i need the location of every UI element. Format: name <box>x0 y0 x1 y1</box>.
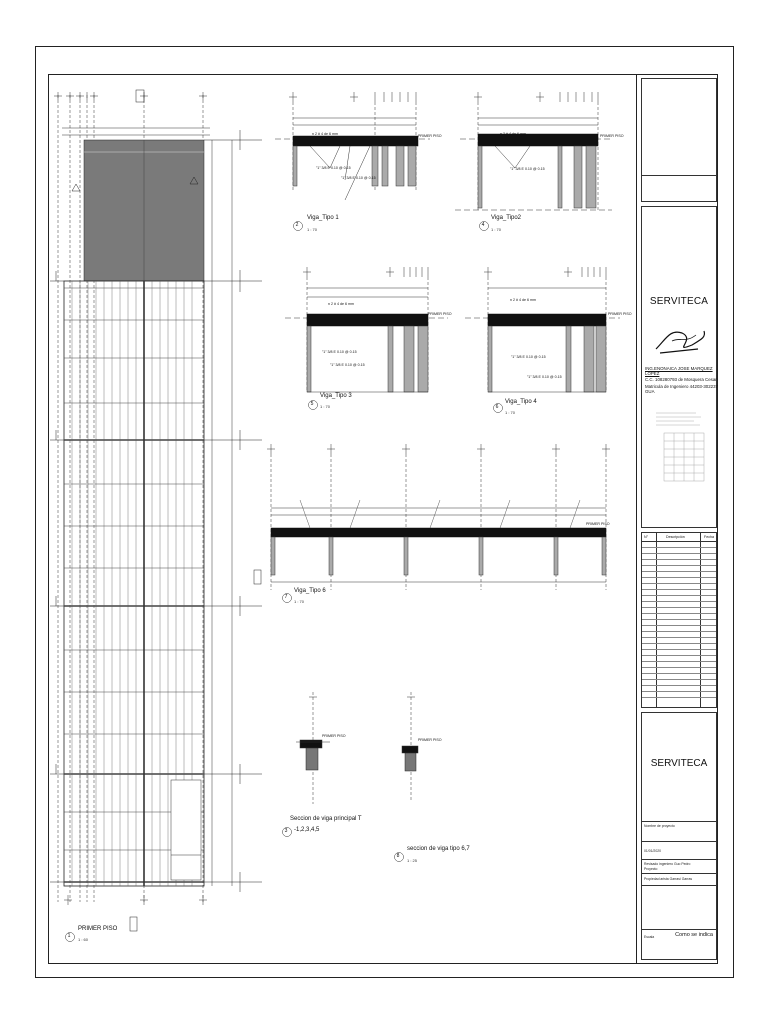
title-block <box>636 74 718 964</box>
project-label: Proyecto <box>644 867 658 871</box>
rev-header-date: Fecha <box>704 535 714 539</box>
level-note-6: PRIMER PISO <box>586 522 610 526</box>
view-number-4: 4 <box>481 222 485 228</box>
revision-table <box>641 532 717 708</box>
scale-value: Como se indica <box>675 932 713 938</box>
bar-note-1: n 2 # 4 de 6 mm <box>312 132 338 136</box>
view-scale-4: 1 : 70 <box>491 227 502 232</box>
view-number-3: 3 <box>284 828 288 834</box>
signature-icon <box>652 319 710 359</box>
project-name-label: Nombre de proyecto <box>644 824 675 828</box>
bar-note-4: n 2 # 4 de 6 mm <box>510 298 536 302</box>
stirrup-note-3b: "1" 3/8 E 0.10 @ 0.15 <box>330 363 365 367</box>
view-number-1: 1 <box>67 933 71 939</box>
view-number-2: 2 <box>295 222 299 228</box>
stirrup-note-2: "1" 3/8 E 0.10 @ 0.15 <box>510 167 545 171</box>
view-title-seccion-viga-principal: Seccion de viga principal T <box>290 816 362 822</box>
level-note-1: PRIMER PISO <box>418 134 442 138</box>
stirrup-note-4b: "1" 3/8 E 0.10 @ 0.15 <box>527 375 562 379</box>
view-scale-5: 1 : 70 <box>320 404 331 409</box>
view-number-7: 7 <box>284 594 288 600</box>
company-panel <box>641 206 717 528</box>
project-panel <box>641 712 717 960</box>
title-block-top-box <box>641 78 717 202</box>
engineer-license: Matricula de Ingeniero 44203-302237 GUA <box>645 384 718 394</box>
view-scale-6: 1 : 70 <box>505 410 516 415</box>
view-number-6: 6 <box>495 404 499 410</box>
stirrup-note-1b: "1" 3/8 E 0.10 @ 0.15 <box>341 176 376 180</box>
level-note-2: PRIMER PISO <box>600 134 624 138</box>
view-scale-1: 1 : 60 <box>78 937 89 942</box>
company-name-top: SERVITECA <box>649 296 709 307</box>
project-owner: Propiedad arista Garrasi Garras <box>644 877 693 881</box>
rev-header-num: N° <box>644 535 649 539</box>
project-reviewer: Revisado ingeniero Guo Pedro <box>644 862 691 866</box>
bar-note-2: n 2 # 4 de 6 mm <box>500 132 526 136</box>
view-scale-2: 1 : 70 <box>307 227 318 232</box>
stirrup-note-4: "1" 3/8 E 0.10 @ 0.15 <box>511 355 546 359</box>
stirrup-note-3: "1" 3/8 E 0.10 @ 0.15 <box>322 350 357 354</box>
company-name-bottom: SERVITECA <box>650 758 708 769</box>
stirrup-note-1: "1" 3/8 E 0.10 @ 0.15 <box>316 166 351 170</box>
engineer-name: ING.ENONAICA JOSE MARQUEZ LOPEZ <box>645 366 713 376</box>
level-note-sec3: PRIMER PISO <box>322 734 346 738</box>
view-number-5: 5 <box>310 401 314 407</box>
view-number-8: 8 <box>396 853 400 859</box>
project-date: 01/01/2020 <box>644 849 661 853</box>
view-title-viga-tipo-1: Viga_Tipo 1 <box>307 215 339 221</box>
level-note-4: PRIMER PISO <box>608 312 632 316</box>
rev-header-desc: Descripción <box>666 535 685 539</box>
view-scale-7: 1 : 70 <box>294 599 305 604</box>
view-title-seccion-viga-principal-2: -1,2,3,4,5 <box>294 827 320 833</box>
stamp-table <box>656 409 708 489</box>
bar-note-3: n 2 # 4 de 6 mm <box>328 302 354 306</box>
level-note-3: PRIMER PISO <box>428 312 452 316</box>
level-note-sec8: PRIMER PISO <box>418 738 442 742</box>
view-scale-8: 1 : 25 <box>407 858 418 863</box>
view-title-viga-tipo-4: Viga_Tipo 4 <box>505 399 537 405</box>
view-title-viga-tipo-3: Viga_Tipo 3 <box>320 393 352 399</box>
scale-label: Escala <box>644 935 655 939</box>
view-title-viga-tipo-6: Viga_Tipo 6 <box>294 588 326 594</box>
view-title-viga-tipo-2: Viga_Tipo2 <box>491 215 522 221</box>
view-title-seccion-viga-tipo-6-7: seccion de viga tipo 6,7 <box>407 846 470 852</box>
view-title-primer-piso: PRIMER PISO <box>78 926 118 932</box>
engineer-cc: C.C. 108280793 de Mosquera Cesar <box>645 377 717 382</box>
